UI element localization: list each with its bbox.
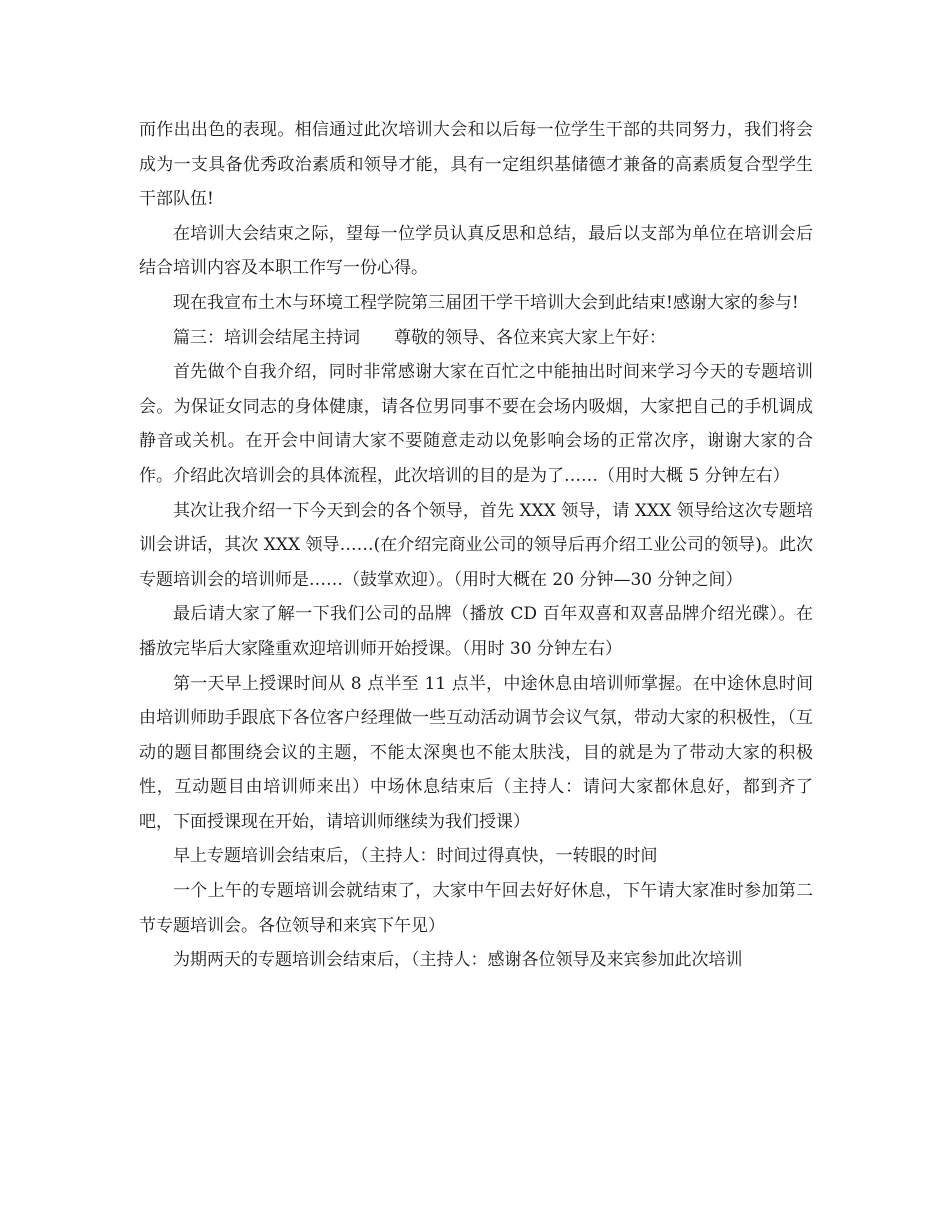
paragraph-afternoon-notice: 一个上午的专题培训会就结束了，大家中午回去好好休息，下午请大家准时参加第二节专题培训会。各位领导和来宾下午见） xyxy=(139,881,813,936)
paragraph-morning-end: 早上专题培训会结束后，（主持人：时间过得真快，一转眼的时间 xyxy=(173,846,658,867)
paragraph-self-introduction: 首先做个自我介绍，同时非常感谢大家在百忙之中能抽出时间来学习今天的专题培训会。为保证女同志的身体健康，请各位男同事不要在会场内吸烟，大家把自己的手机调成静音或关机。在开会中间请大家不要随意走动以免影响会场的正常次序，谢谢大家的合作。介绍此次培训会的具体流程，此次培训的目的是为了……（用时大概 5 分钟左右） xyxy=(139,362,813,486)
paragraph-two-day-end: 为期两天的专题培训会结束后，（主持人：感谢各位领导及来宾参加此次培训 xyxy=(173,950,743,971)
paragraph-brand-introduction: 最后请大家了解一下我们公司的品牌（播放 CD 百年双喜和双喜品牌介绍光碟）。在播放完毕后大家隆重欢迎培训师开始授课。（用时 30 分钟左右） xyxy=(139,604,813,659)
paragraph-section-three-heading: 篇三：培训会结尾主持词 尊敬的领导、各位来宾大家上午好： xyxy=(173,327,666,348)
document-body xyxy=(139,113,813,978)
paragraph-first-day-schedule: 第一天早上授课时间从 8 点半至 11 点半，中途休息由培训师掌握。在中途休息时间由培训师助手跟底下各位客户经理做一些互动活动调节会议气氛，带动大家的积极性，（互动的题目都围绕会议的主题，不能太深奥也不能太肤浅，目的就是为了带动大家的积极性，互动题目由培训师来出）中场休息结束后（主持人：请问大家都休息好，都到齐了吧，下面授课现在开始，请培训师继续为我们授课） xyxy=(139,673,813,832)
paragraph-reflection-request: 在培训大会结束之际，望每一位学员认真反思和总结，最后以支部为单位在培训会后结合培训内容及本职工作写一份心得。 xyxy=(139,223,813,279)
paragraph-closing-remarks: 而作出出色的表现。相信通过此次培训大会和以后每一位学生干部的共同努力，我们将会成为一支具备优秀政治素质和领导才能，具有一定组织基储德才兼备的高素质复合型学生干部队伍! xyxy=(139,120,813,210)
paragraph-announcement-end: 现在我宣布土木与环境工程学院第三届团干学干培训大会到此结束!感谢大家的参与! xyxy=(173,292,799,313)
paragraph-leader-introduction: 其次让我介绍一下今天到会的各个领导，首先 XXX 领导，请 XXX 领导给这次专题培训会讲话，其次 XXX 领导……(在介绍完商业公司的领导后再介绍工业公司的领导)。此次专题培训会的培训师是……（鼓掌欢迎）。（用时大概在 20 分钟—30 分钟之间） xyxy=(139,500,813,590)
